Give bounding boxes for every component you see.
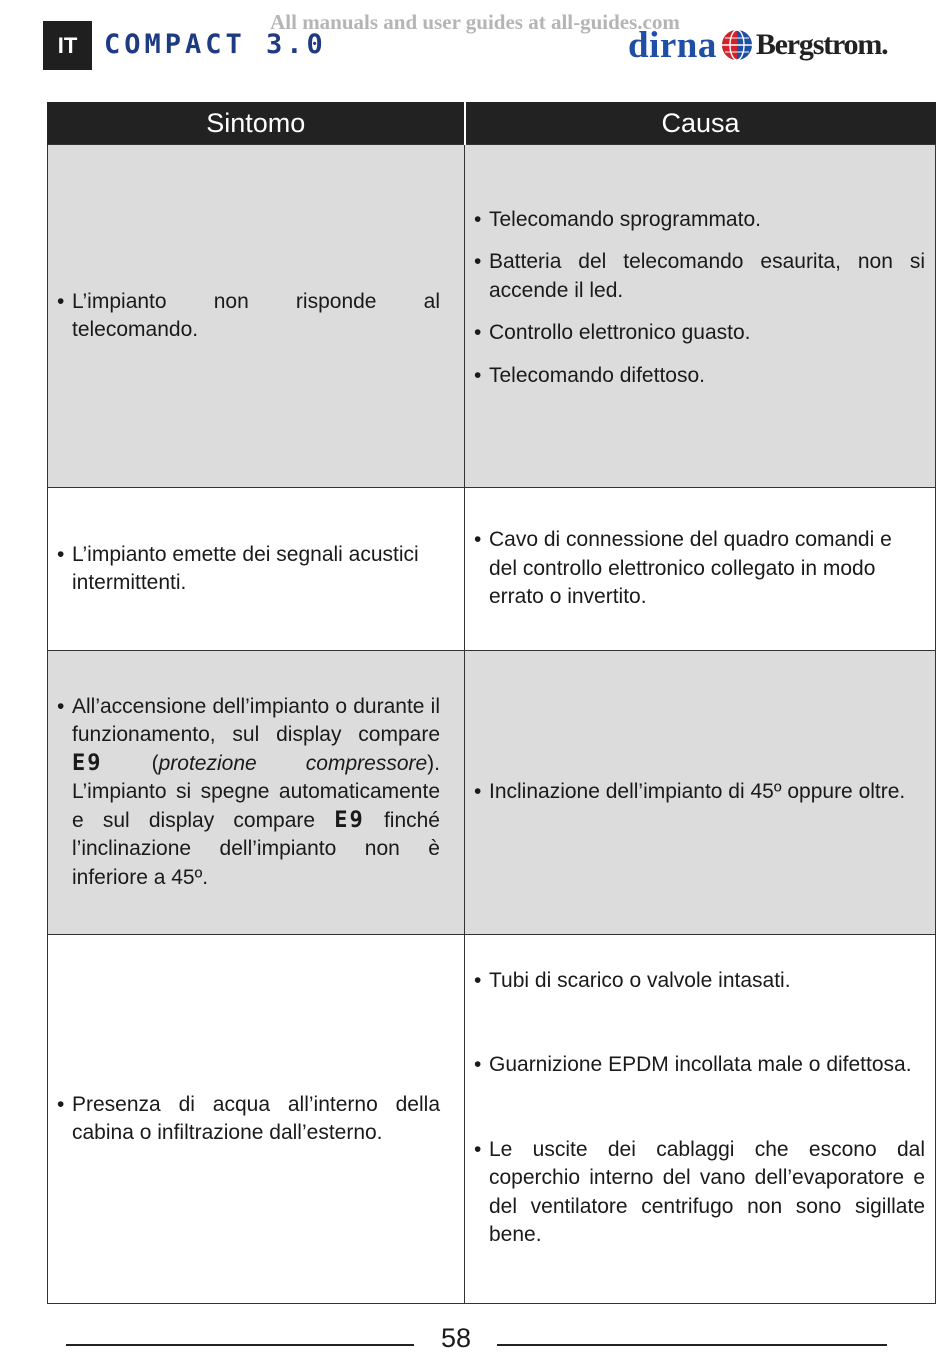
error-code-e9: E9 (72, 750, 103, 776)
cause-cell (465, 935, 936, 1304)
table-header-row (48, 102, 936, 145)
cause-item: • Guarnizione EPDM incollata male o difettosa. (465, 1051, 925, 1080)
cause-cell (465, 651, 936, 935)
watermark: All manuals and user guides at all-guides.com (270, 10, 680, 34)
symptom-text: • L’impianto non risponde al telecomando. (48, 288, 440, 345)
brand-secondary: Bergstrom. (755, 28, 888, 61)
symptom-cell (48, 935, 465, 1304)
cause-item: • Batteria del telecomando esaurita, non si accende il led. (465, 248, 925, 305)
cause-cell (465, 488, 936, 651)
cause-item: • Telecomando difettoso. (465, 362, 925, 391)
cause-item: • Inclinazione dell’impianto di 45º oppure oltre. (465, 778, 925, 807)
symptom-cell (48, 488, 465, 651)
troubleshooting-table (47, 102, 936, 1304)
footer-rule-right (497, 1344, 887, 1346)
globe-logo-icon (721, 29, 753, 61)
header-cause: Causa (465, 102, 936, 145)
cause-item: • Telecomando sprogrammato. (465, 206, 925, 235)
language-badge: IT (43, 21, 92, 70)
brand-logo (628, 22, 887, 68)
header-symptom: Sintomo (48, 102, 465, 145)
product-title: COMPACT 3.0 (104, 29, 327, 60)
cause-item: • Controllo elettronico guasto. (465, 319, 925, 348)
symptom-text: • All’accensione dell’impianto o durante il funzionamento, sul display compare E9 (protezione compressore). L’impianto si spegne automaticamente e sul display compare E9 finché l’inclinazione dell’impianto non è inferiore a 45º. (48, 693, 440, 893)
page-number: 58 (440, 1323, 472, 1353)
cause-item: • Le uscite dei cablaggi che escono dal coperchio interno del vano dell’evaporatore e del ventilatore centrifugo non sono sigillate bene. (465, 1136, 925, 1250)
symptom-text: • L’impianto emette dei segnali acustici intermittenti. (48, 541, 440, 598)
cause-item: • Cavo di connessione del quadro comandi e del controllo elettronico collegato in modo errato o invertito. (465, 526, 925, 612)
error-code-e9: E9 (334, 807, 365, 833)
symptom-cell (48, 145, 465, 488)
table-row (48, 145, 936, 488)
symptom-cell (48, 651, 465, 935)
cause-cell (465, 145, 936, 488)
table-row (48, 488, 936, 651)
table-row (48, 651, 936, 935)
brand-primary: dirna (628, 24, 717, 66)
table-row (48, 935, 936, 1304)
cause-item: • Tubi di scarico o valvole intasati. (465, 967, 925, 996)
footer-rule-left (66, 1344, 414, 1346)
symptom-text: • Presenza di acqua all’interno della cabina o infiltrazione dall’esterno. (48, 1091, 440, 1148)
